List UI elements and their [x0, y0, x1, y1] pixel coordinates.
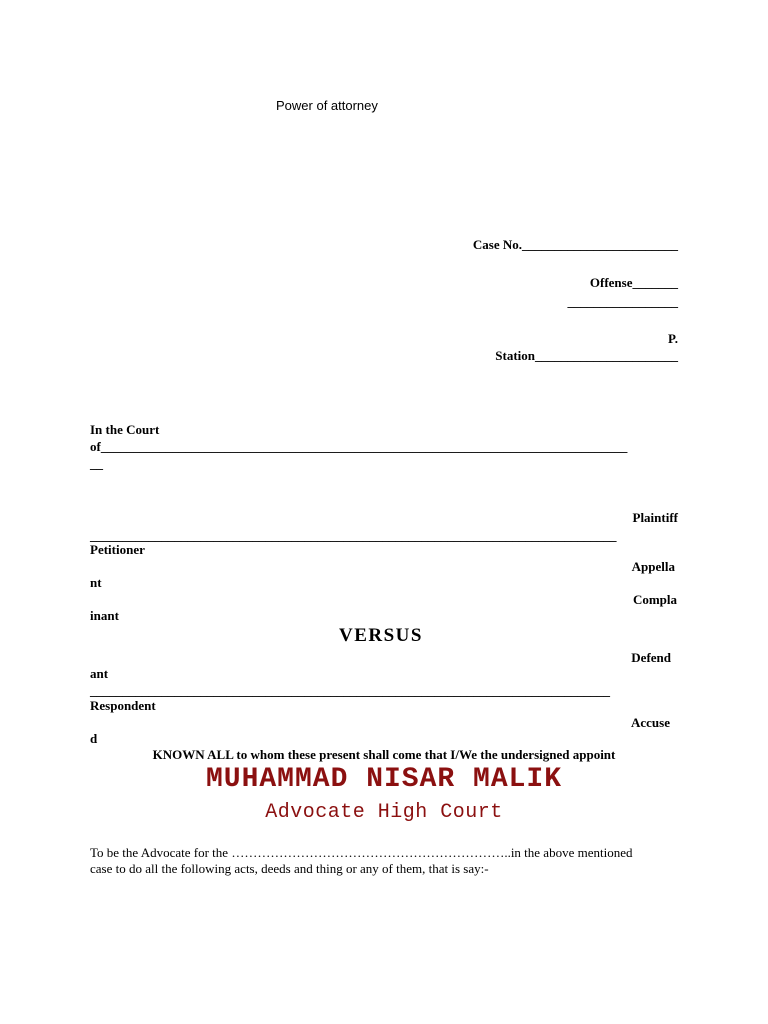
appellant-label-part2: nt [90, 575, 102, 590]
appointment-statement: KNOWN ALL to whom these present shall come that I/We the undersigned appoint [152, 747, 616, 762]
accused-label-part2: d [90, 731, 98, 746]
complainant-label-part1: Compla [632, 592, 677, 607]
petitioner-label: Petitioner [90, 542, 145, 557]
court-label: In the Court [90, 422, 160, 437]
police-station-field: Station______________________ [495, 348, 678, 363]
respondent-label: Respondent [90, 698, 156, 713]
versus-heading: VERSUS [339, 625, 423, 646]
defendant-name-line: ________________________________________________________________________________ [90, 683, 610, 698]
body-text-line-2: case to do all the following acts, deeds and thing or any of them, that is say:- [90, 861, 489, 876]
defendant-label-part1: Defend [631, 650, 671, 665]
accused-label-part1: Accuse [631, 715, 670, 730]
offense-field-continuation: _________________ [567, 294, 678, 309]
case-no-field: Case No.________________________ [472, 237, 678, 252]
plaintiff-name-line: _________________________________________________________________________________ [90, 528, 617, 543]
plaintiff-label: Plaintiff [632, 510, 678, 525]
appellant-label-part1: Appella [631, 559, 675, 574]
body-text-line-1: To be the Advocate for the ………………………………………………………..in the above mentioned [90, 845, 633, 860]
document-title: Power of attorney [276, 98, 378, 113]
advocate-name: MUHAMMAD NISAR MALIK [205, 764, 563, 795]
offense-field: Offense_______ [589, 275, 678, 290]
police-label: P. [668, 331, 678, 346]
defendant-label-part2: ant [90, 666, 109, 681]
complainant-label-part2: inant [90, 608, 119, 623]
court-name-line-continuation: __ [90, 456, 103, 471]
advocate-title: Advocate High Court [265, 801, 503, 824]
court-name-line: of_________________________________________________________________________________ [90, 439, 628, 454]
